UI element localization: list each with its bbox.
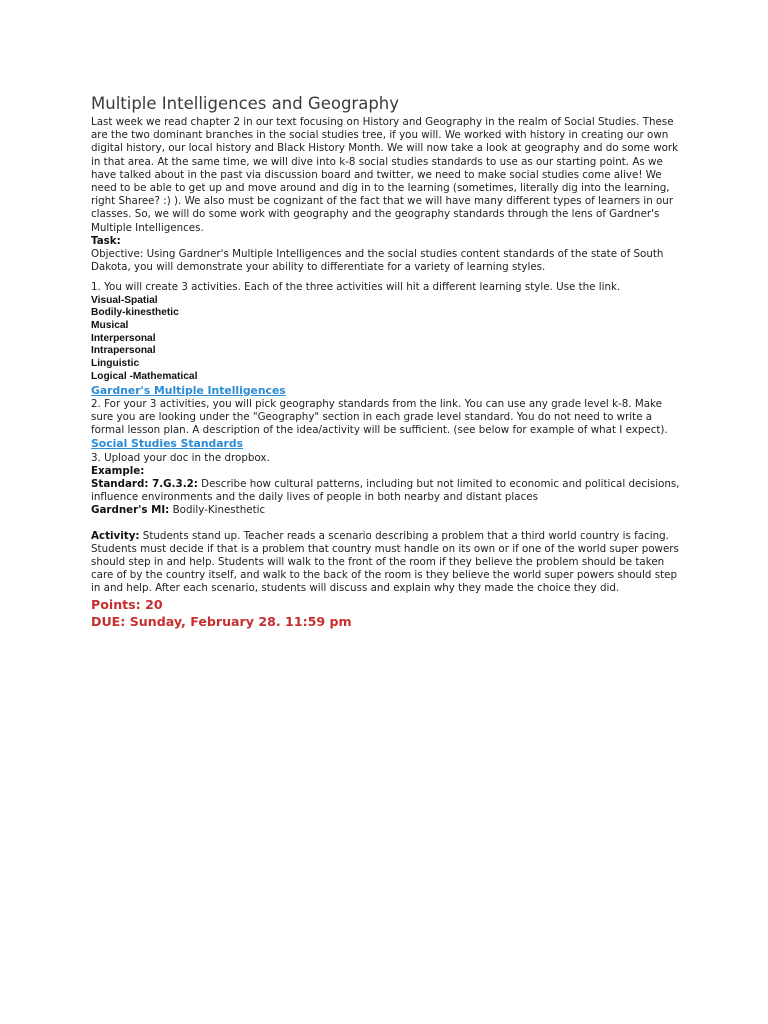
intro-paragraph: Last week we read chapter 2 in our text focusing on History and Geography in the realm of Social Studies. These are the two dominant branches in the social studies tree, if you will. We worked with history in creating our own digital history, our local history and Black History Month. We will now take a look at geography and do some work in that area. At the same time, we will dive into k-8 social studies standards to use as our starting point. As we have talked about in the past via discussion board and twitter, we need to make social studies come alive! We need to be able to get up and move around and dig in to the learning (sometimes, literally dig into the learning, right Sharee? :) ). We also must be cognizant of the fact that we will have many different types of learners in our classes. So, we will do some work with geography and the geography standards through the lens of Gardner's Multiple Intelligences. — [91, 116, 679, 234]
example-mi — [91, 504, 681, 517]
activity-text: Students stand up. Teacher reads a scenario describing a problem that a third world country is facing. Students must decide if that is a problem that country must handle on its own or if one of the world super powers should step in and help. Students will walk to the front of the room if they believe the problem should be taken care of by the country itself, and walk to the back of the room is they believe the world super powers should step in and help. After each scenario, students will discuss and explain why they made the choice they did. — [91, 529, 679, 595]
list-item: Visual-Spatial — [91, 294, 158, 306]
example-standard — [91, 478, 681, 504]
objective-text: Objective: Using Gardner's Multiple Intelligences and the social studies content standards of the state of South Dakota, you will demonstrate your ability to differentiate for a variety of learning styles. — [91, 248, 664, 274]
list-item: Bodily-kinesthetic — [91, 307, 179, 319]
example-activity — [91, 530, 681, 596]
assignment-content — [91, 94, 681, 630]
list-item: Musical — [91, 320, 129, 332]
social-studies-standards-link[interactable]: Social Studies Standards — [91, 437, 244, 451]
example-label: Example: — [91, 464, 145, 477]
standard-text: Describe how cultural patterns, including but not limited to economic and political decisions, influence environments and the daily lives of people in both nearby and distant places — [91, 477, 680, 504]
page-title: Multiple Intelligences and Geography — [91, 94, 400, 113]
list-item: Intrapersonal — [91, 345, 156, 357]
mi-text: Bodily-Kinesthetic — [169, 504, 266, 517]
due-date-text: DUE: Sunday, February 28. 11:59 pm — [91, 613, 352, 629]
step-1-text: 1. You will create 3 activities. Each of the three activities will hit a different learning style. Use the link. — [91, 281, 621, 294]
gardner-mi-link[interactable]: Gardner's Multiple Intelligences — [91, 383, 286, 397]
step-3-text: 3. Upload your doc in the dropbox. — [91, 451, 270, 464]
intelligences-list — [91, 295, 681, 384]
step-2-text: 2. For your 3 activities, you will pick geography standards from the link. You can use any grade level k-8. Make sure you are looking under the "Geography" section in each grade level standard. You do not need to write a formal lesson plan. A description of the idea/activity will be sufficient. (see below for example of what I expect). — [91, 397, 668, 437]
points-text: Points: 20 — [91, 596, 163, 612]
standard-label: Standard: 7.G.3.2: — [91, 477, 198, 490]
list-item: Logical -Mathematical — [91, 370, 198, 382]
list-item: Linguistic — [91, 358, 140, 370]
mi-label: Gardner's MI: — [91, 504, 170, 517]
task-label: Task: — [91, 234, 121, 247]
activity-label: Activity: — [91, 529, 140, 542]
list-item: Interpersonal — [91, 332, 156, 344]
